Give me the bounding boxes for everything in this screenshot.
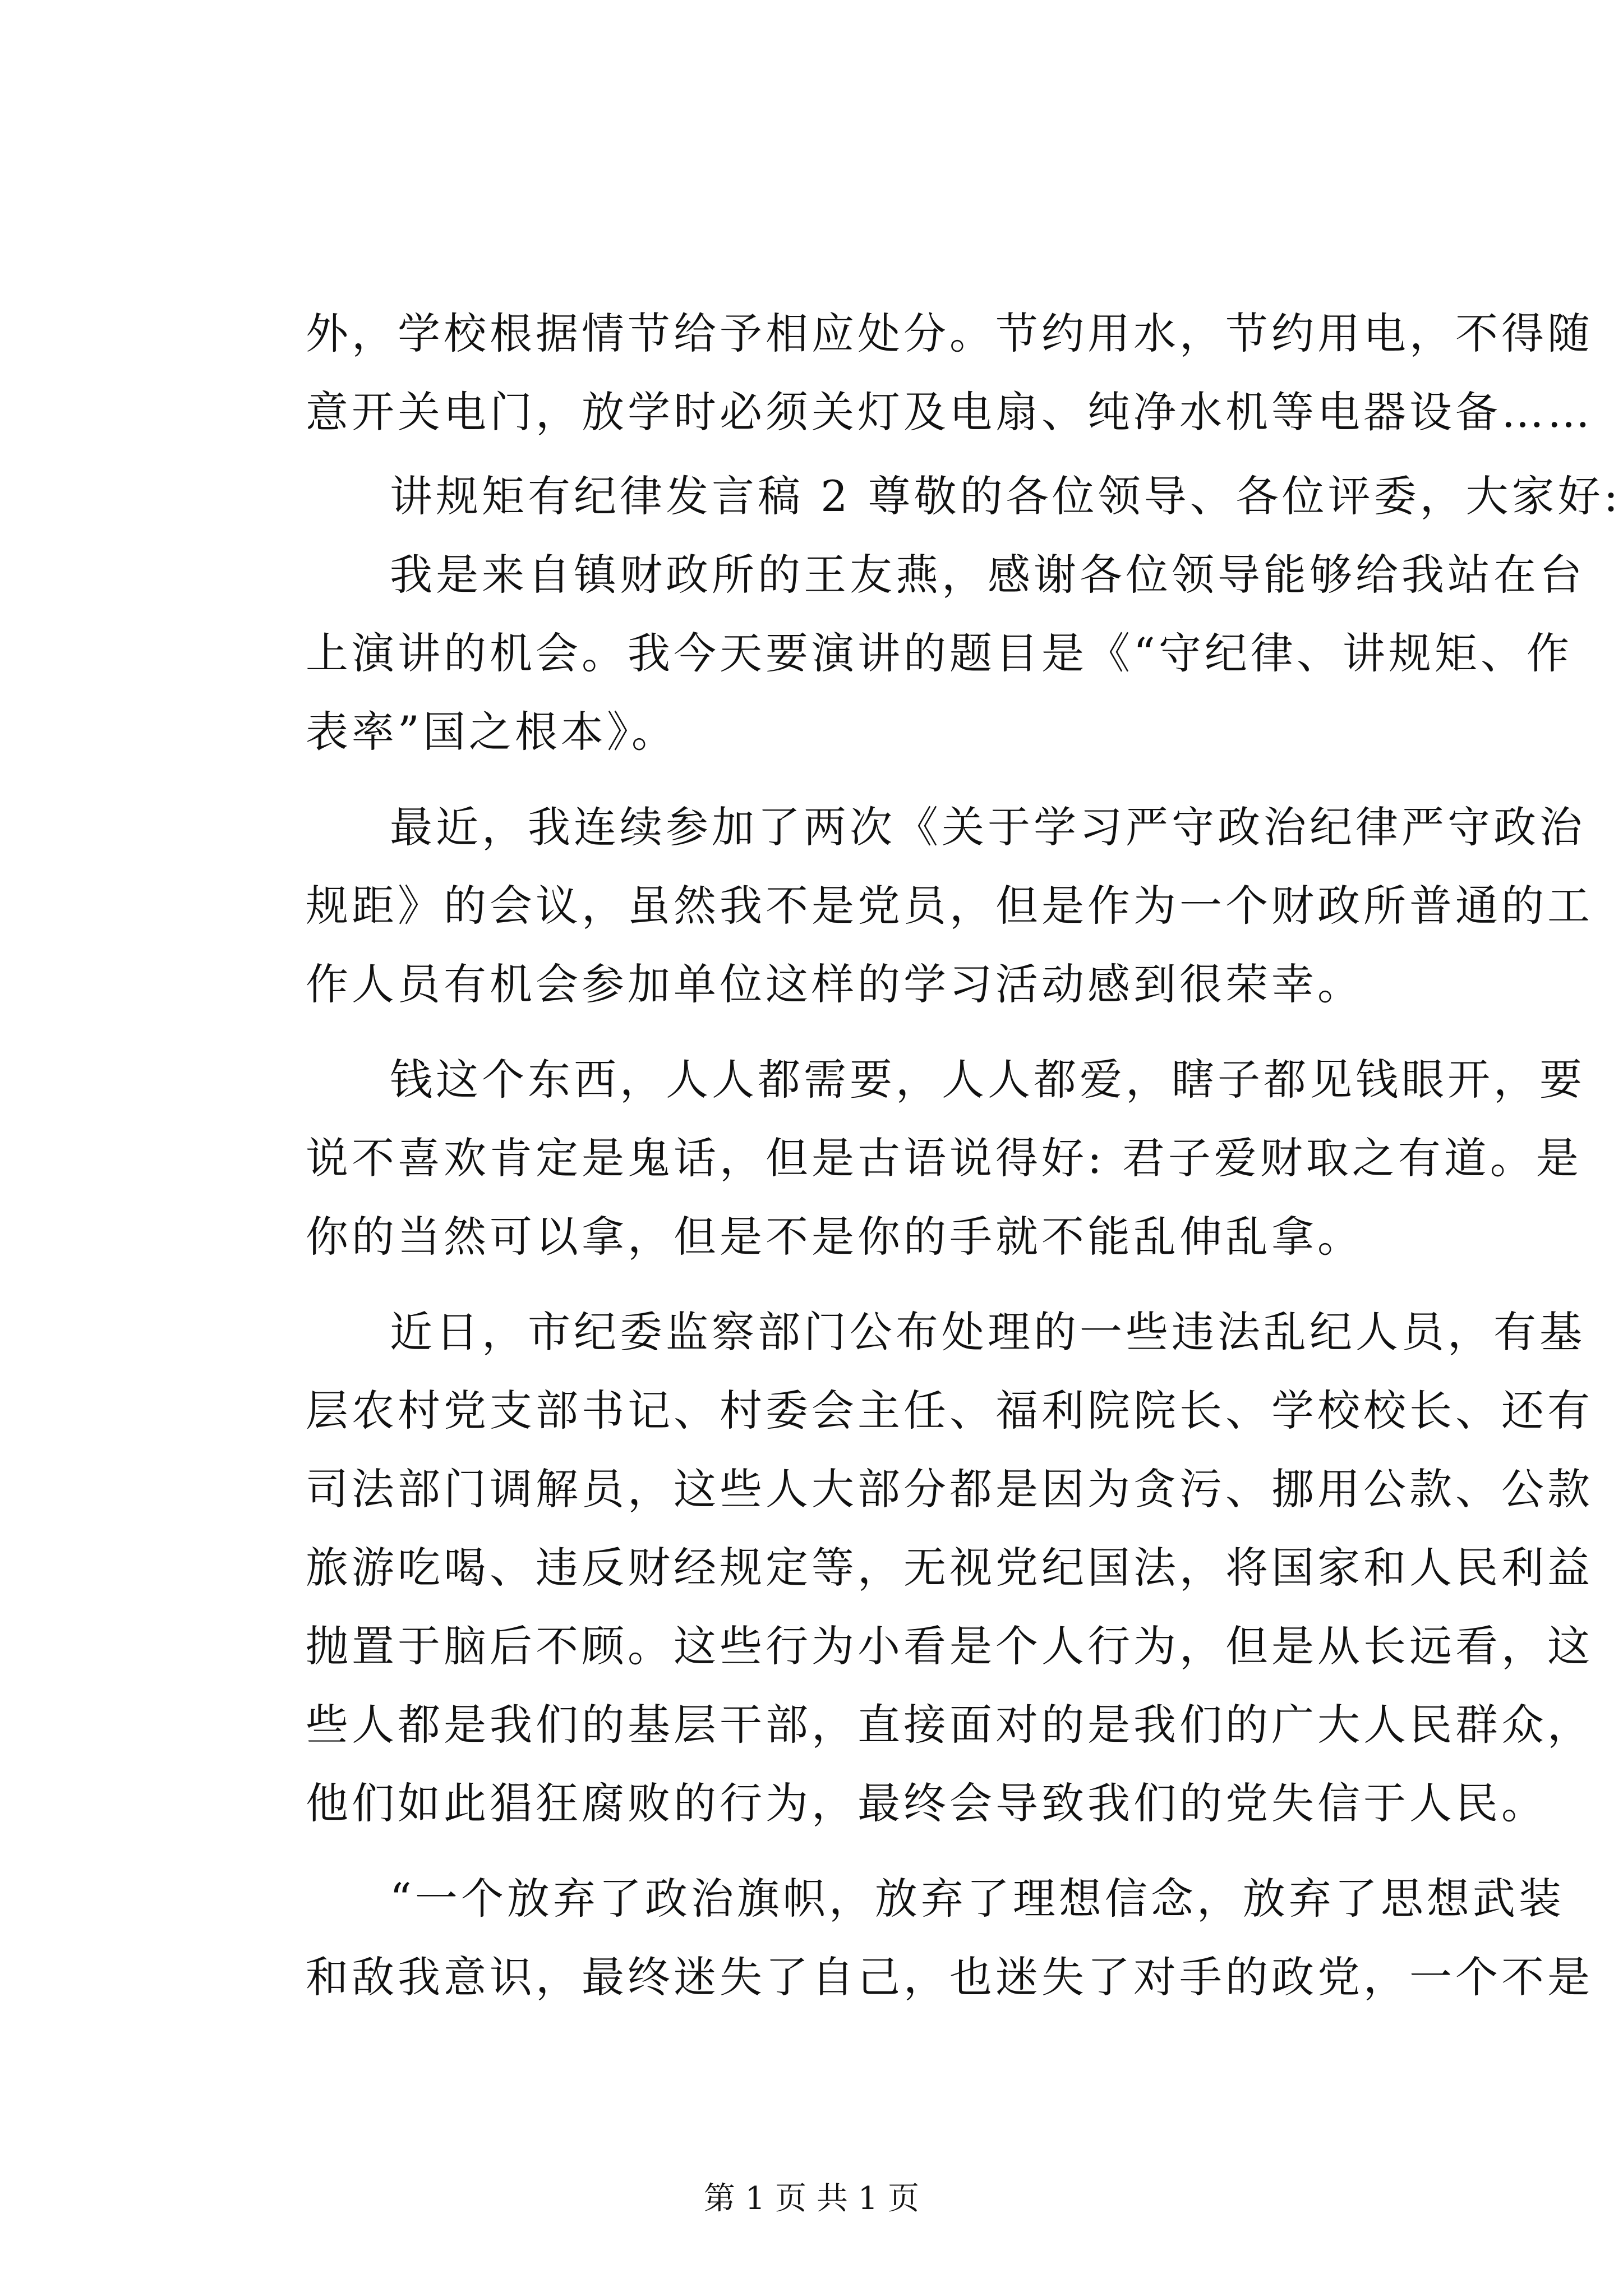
text-line-6: 表率”国之根本》。: [306, 707, 677, 757]
text-line-20: “一个放弃了政治旗帜，放弃了理想信念，放弃了思想武装: [390, 1874, 1565, 1924]
text-line-3: 讲规矩有纪律发言稿 2 尊敬的各位领导、各位评委，大家好:: [390, 471, 1622, 521]
text-line-14: 层农村党支部书记、村委会主任、福利院院长、学校校长、还有: [306, 1386, 1593, 1435]
text-line-7: 最近，我连续参加了两次《关于学习严守政治纪律严守政治: [390, 802, 1585, 852]
text-line-11: 说不喜欢肯定是鬼话，但是古语说得好: 君子爱财取之有道。是: [306, 1133, 1582, 1183]
text-line-12: 你的当然可以拿，但是不是你的手就不能乱伸乱拿。: [306, 1212, 1363, 1262]
text-line-8: 规距》的会议，虽然我不是党员，但是作为一个财政所普通的工: [306, 881, 1593, 931]
text-line-13: 近日，市纪委监察部门公布处理的一些违法乱纪人员，有基: [390, 1307, 1585, 1357]
text-line-21: 和敌我意识，最终迷失了自己，也迷失了对手的政党，一个不是: [306, 1952, 1593, 2002]
text-line-15: 司法部门调解员，这些人大部分都是因为贪污、挪用公款、公款: [306, 1464, 1593, 1514]
text-line-5: 上演讲的机会。我今天要演讲的题目是《“守纪律、讲规矩、作: [306, 628, 1573, 678]
text-line-10: 钱这个东西，人人都需要，人人都爱，瞎子都见钱眼开，要: [390, 1055, 1585, 1105]
text-line-9: 作人员有机会参加单位这样的学习活动感到很荣幸。: [306, 959, 1363, 1009]
text-line-16: 旅游吃喝、违反财经规定等，无视党纪国法，将国家和人民利益: [306, 1543, 1593, 1593]
text-line-18: 些人都是我们的基层干部，直接面对的是我们的广大人民群众，: [306, 1700, 1593, 1750]
text-line-2: 意开关电门，放学时必须关灯及电扇、纯净水机等电器设备……: [306, 387, 1593, 437]
text-line-17: 抛置于脑后不顾。这些行为小看是个人行为，但是从长远看，这: [306, 1621, 1593, 1671]
text-line-4: 我是来自镇财政所的王友燕，感谢各位领导能够给我站在台: [390, 550, 1585, 600]
text-line-19: 他们如此猖狂腐败的行为，最终会导致我们的党失信于人民。: [306, 1778, 1547, 1828]
page-footer: 第 1 页 共 1 页: [703, 2180, 920, 2217]
text-line-1: 外，学校根据情节给予相应处分。节约用水，节约用电，不得随: [306, 309, 1593, 358]
